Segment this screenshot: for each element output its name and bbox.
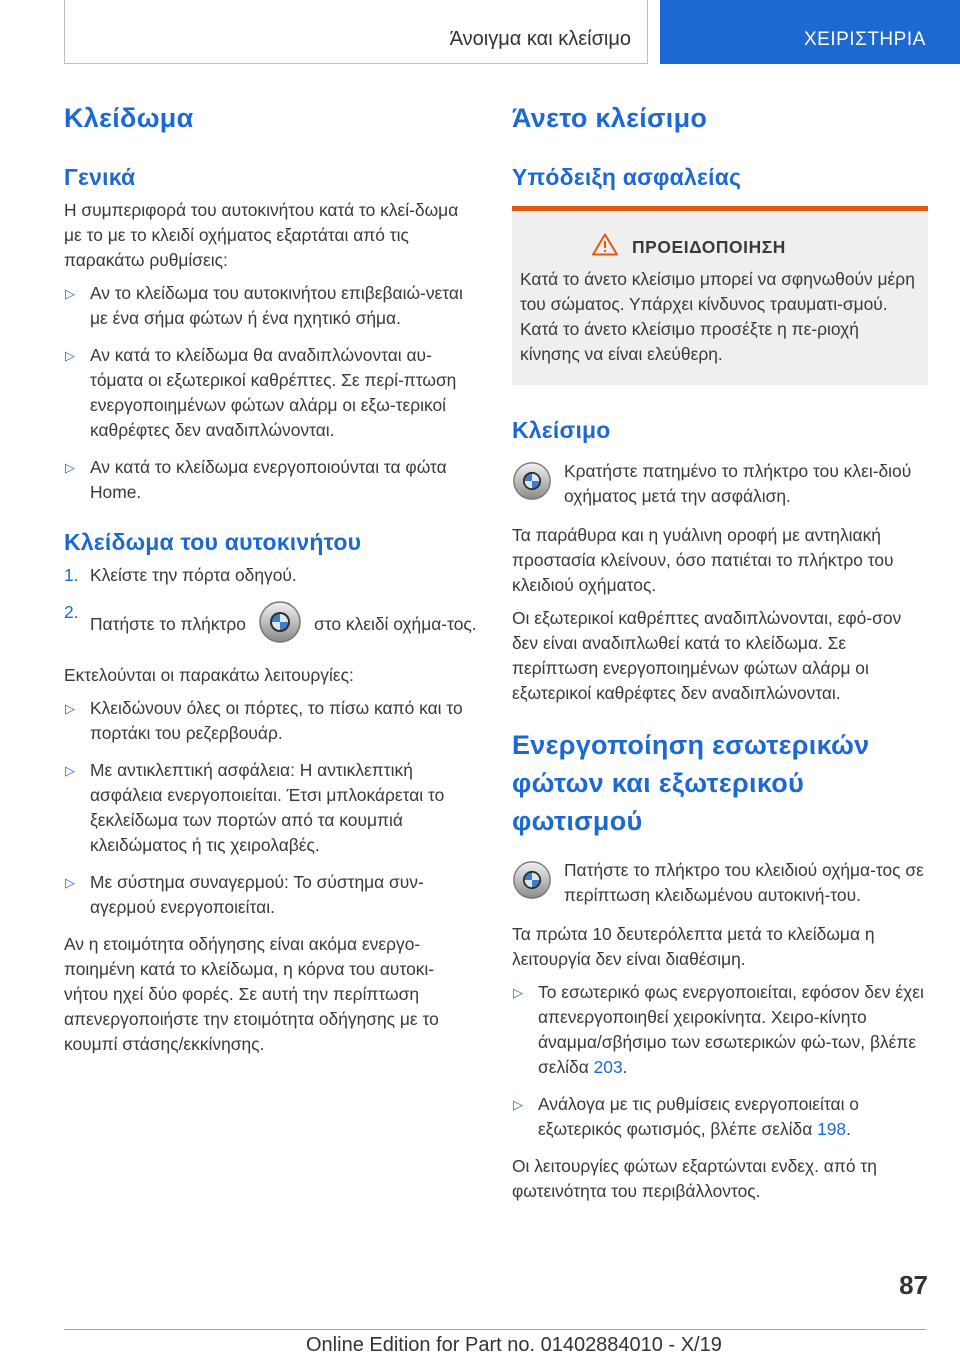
heading-general: Γενικά	[64, 164, 136, 190]
intro-text: Η συμπεριφορά του αυτοκινήτου κατά το κλεί-δωμα με το με το κλειδί οχήματος εξαρτάται από τις παρακάτω ρυθμίσεις:	[64, 200, 459, 270]
page-link-203[interactable]: 203	[593, 1057, 623, 1077]
list-item-text-pre: Το εσωτερικό φως ενεργοποιείται, εφόσον δεν έχει απενεργοποιηθεί χειροκίνητα. Χειρο-κίνητο άναμμα/σβήσιμο των εσωτερικών φώ-των, βλέπε σελίδα	[538, 982, 924, 1077]
step-number: 1.	[64, 565, 79, 585]
list-item-text	[538, 1092, 928, 1142]
heading-lights: Ενεργοποίηση εσωτερικών φώτων και εξωτερικού φωτισμού	[512, 730, 870, 836]
right-column	[512, 98, 928, 1212]
footer-divider	[64, 1329, 926, 1330]
list-item-text: Αν κατά το κλείδωμα θα αναδιπλώνονται αυ-τόματα οι εξωτερικοί καθρέπτες. Σε περί-πτωση ενεργοποιημένων φώτων αλάρμ οι εξω-τερικοί καθρέφτες δεν αναδιπλώνονται.	[90, 345, 457, 440]
heading-comfort-close: Άνετο κλείσιμο	[512, 103, 708, 133]
mirrors-text: Οι εξωτερικοί καθρέπτες αναδιπλώνονται, εφό-σον δεν είναι αναδιπλωθεί κατά το κλείδωμα. Σε περίπτωση ενεργοποιημένων φώτων αλάρμ οι εξωτερικοί καθρέφτες δεν αναδιπλώνονται.	[512, 608, 902, 703]
bullet-triangle-icon: ▷	[65, 763, 75, 778]
step-text: Κλείστε την πόρτα οδηγού.	[90, 565, 297, 585]
bullet-triangle-icon: ▷	[65, 286, 75, 301]
ambient-text: Οι λειτουργίες φώτων εξαρτώνται ενδεχ. από τη φωτεινότητα του περιβάλλοντος.	[512, 1156, 877, 1201]
list-item-text: Κλειδώνουν όλες οι πόρτες, το πίσω καπό και το πορτάκι του ρεζερβουάρ.	[90, 698, 463, 743]
heading-safety-note: Υπόδειξη ασφαλείας	[512, 164, 742, 190]
footer-edition: Online Edition for Part no. 01402884010 - X/19	[306, 1334, 722, 1356]
step-number: 2.	[64, 602, 79, 622]
page-number: 87	[899, 1270, 928, 1300]
functions-intro: Εκτελούνται οι παρακάτω λειτουργίες:	[64, 665, 354, 685]
step-text-pre: Πατήστε το πλήκτρο	[90, 614, 246, 635]
period: .	[622, 1057, 628, 1077]
bullet-triangle-icon: ▷	[65, 701, 75, 716]
heading-close: Κλείσιμο	[512, 417, 611, 443]
bullet-triangle-icon: ▷	[65, 875, 75, 890]
list-item	[64, 696, 478, 746]
list-item	[64, 758, 478, 858]
list-item-text: Αν κατά το κλείδωμα ενεργοποιούνται τα φώτα Home.	[90, 457, 447, 502]
step-text-post: στο κλειδί οχήμα-τος.	[313, 614, 477, 635]
list-item-text: Αν το κλείδωμα του αυτοκινήτου επιβεβαιώ-νεται με ένα σήμα φώτων ή ένα ηχητικό σήμα.	[90, 283, 463, 328]
key-instruction	[512, 459, 928, 509]
key-instruction	[512, 858, 928, 908]
warning-triangle-icon	[592, 233, 618, 261]
warning-header	[520, 233, 918, 261]
header-section-box	[64, 0, 648, 64]
heading-locking: Κλείδωμα	[64, 103, 194, 133]
key-button-icon	[512, 860, 552, 905]
delay-text: Τα πρώτα 10 δευτερόλεπτα μετά το κλείδωμα η λειτουργία δεν είναι διαθέσιμη.	[512, 924, 875, 969]
chapter-tab[interactable]	[660, 0, 960, 64]
left-column	[64, 98, 478, 1065]
heading-lock-car: Κλείδωμα του αυτοκινήτου	[64, 529, 362, 555]
list-item	[64, 281, 478, 331]
warning-text: Κατά το άνετο κλείσιμο μπορεί να σφηνωθούν μέρη του σώματος. Υπάρχει κίνδυνος τραυματι-σμού. Κατά το άνετο κλείσιμο προσέξτε η πε-ριοχή κίνησης να είναι ελεύθερη.	[520, 269, 915, 364]
key-button-icon	[512, 461, 552, 506]
period: .	[846, 1119, 851, 1139]
windows-text: Τα παράθυρα και η γυάλινη οροφή με αντηλιακή προστασία κλείνουν, όσο πατιέται το πλήκτρο του κλειδιού οχήματος.	[512, 525, 894, 595]
page-link-198[interactable]: 198	[817, 1119, 847, 1139]
closing-text: Αν η ετοιμότητα οδήγησης είναι ακόμα ενεργο-ποιημένη κατά το κλείδωμα, η κόρνα του αυτοκι-νήτου ηχεί δύο φορές. Σε αυτή την περίπτωση απενεργοποιήστε την ετοιμότητα οδήγησης με το κουμπί στάσης/εκκίνησης.	[64, 934, 439, 1054]
list-item	[64, 455, 478, 505]
bullet-triangle-icon: ▷	[65, 460, 75, 475]
step-text	[90, 600, 478, 651]
warning-title: ΠΡΟΕΙΔΟΠΟΙΗΣΗ	[632, 236, 786, 257]
close-instruction-text: Κρατήστε πατημένο το πλήκτρο του κλει-διού οχήματος μετά την ασφάλιση.	[564, 461, 912, 506]
list-item	[512, 1092, 928, 1142]
list-item	[64, 343, 478, 443]
bullet-triangle-icon: ▷	[513, 985, 523, 1000]
bullet-triangle-icon: ▷	[65, 348, 75, 363]
list-item-text	[538, 980, 928, 1080]
chapter-label: ΧΕΙΡΙΣΤΗΡΙΑ	[804, 29, 926, 50]
list-item-text: Με αντικλεπτική ασφάλεια: Η αντικλεπτική ασφάλεια ενεργοποιείται. Έτσι μπλοκάρεται το ξεκλείδωμα των πορτών από τα κουμπιά κλειδώματος ή τις χειρολαβές.	[90, 760, 445, 855]
bullet-triangle-icon: ▷	[513, 1097, 523, 1112]
step-item	[64, 600, 478, 651]
list-item-text: Με σύστημα συναγερμού: Το σύστημα συν-αγερμού ενεργοποιείται.	[90, 872, 424, 917]
list-item	[64, 870, 478, 920]
warning-box	[512, 206, 928, 385]
list-item-text-pre: Ανάλογα με τις ρυθμίσεις ενεργοποιείται ο εξωτερικός φωτισμός, βλέπε σελίδα	[538, 1094, 859, 1139]
list-item	[512, 980, 928, 1080]
section-title: Άνοιγμα και κλείσιμο	[449, 28, 631, 50]
step-item	[64, 563, 478, 588]
lights-key-text: Πατήστε το πλήκτρο του κλειδιού οχήμα-τος σε περίπτωση κλειδωμένου αυτοκινή-του.	[564, 860, 924, 905]
key-lock-icon	[258, 600, 302, 651]
